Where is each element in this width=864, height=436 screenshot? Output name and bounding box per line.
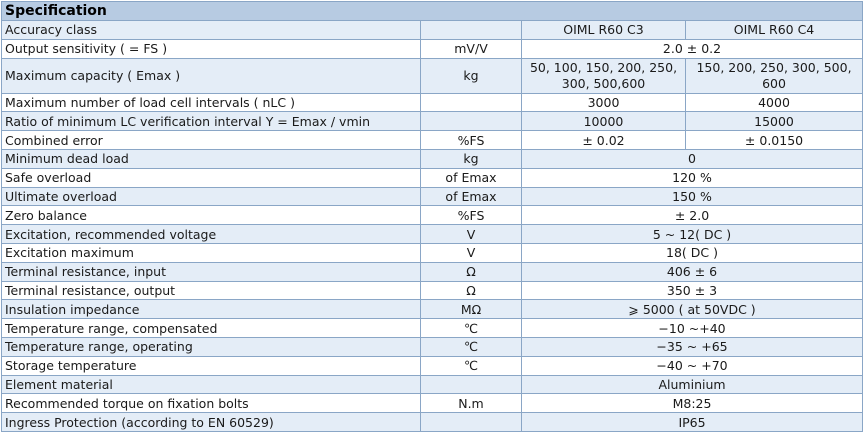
- table-row: [2, 93, 863, 112]
- param-label: Combined error: [2, 131, 421, 150]
- param-value-c4: 150, 200, 250, 300, 500, 600: [686, 58, 863, 93]
- param-label: Storage temperature: [2, 356, 421, 375]
- param-value-c4: 4000: [686, 93, 863, 112]
- param-unit: Ω: [421, 262, 522, 281]
- param-value: 0: [522, 149, 863, 168]
- param-label: Accuracy class: [2, 21, 421, 40]
- param-label: Safe overload: [2, 168, 421, 187]
- param-value: 5 ~ 12( DC ): [522, 225, 863, 244]
- param-label: Excitation, recommended voltage: [2, 225, 421, 244]
- table-row: [2, 262, 863, 281]
- param-label: Maximum capacity ( Emax ): [2, 58, 421, 93]
- param-unit: of Emax: [421, 168, 522, 187]
- param-value: −40 ~ +70: [522, 356, 863, 375]
- param-label: Ingress Protection (according to EN 60529): [2, 413, 421, 432]
- param-value-c4: OIML R60 C4: [686, 21, 863, 40]
- table-row: [2, 58, 863, 93]
- table-row: [2, 131, 863, 150]
- table-row: [2, 225, 863, 244]
- param-label: Output sensitivity ( = FS ): [2, 39, 421, 58]
- param-value: M8:25: [522, 394, 863, 413]
- table-row: [2, 112, 863, 131]
- table-row: [2, 206, 863, 225]
- param-value: 18( DC ): [522, 243, 863, 262]
- param-value: 120 %: [522, 168, 863, 187]
- param-unit: of Emax: [421, 187, 522, 206]
- param-value: 150 %: [522, 187, 863, 206]
- param-unit: %FS: [421, 206, 522, 225]
- param-label: Insulation impedance: [2, 300, 421, 319]
- specification-table: [1, 1, 863, 432]
- table-row: [2, 39, 863, 58]
- param-unit: N.m: [421, 394, 522, 413]
- param-unit: kg: [421, 149, 522, 168]
- param-value-c4: ± 0.0150: [686, 131, 863, 150]
- param-unit: mV/V: [421, 39, 522, 58]
- param-value: Aluminium: [522, 375, 863, 394]
- table-row: [2, 337, 863, 356]
- param-label: Temperature range, operating: [2, 337, 421, 356]
- param-value: 350 ± 3: [522, 281, 863, 300]
- param-label: Element material: [2, 375, 421, 394]
- param-unit: [421, 112, 522, 131]
- table-row: [2, 243, 863, 262]
- table-row: [2, 149, 863, 168]
- param-unit: kg: [421, 58, 522, 93]
- table-row: [2, 168, 863, 187]
- table-title: Specification: [2, 2, 863, 21]
- param-label: Zero balance: [2, 206, 421, 225]
- table-row: [2, 375, 863, 394]
- param-unit: ℃: [421, 337, 522, 356]
- table-row: [2, 300, 863, 319]
- param-label: Terminal resistance, input: [2, 262, 421, 281]
- param-value: 2.0 ± 0.2: [522, 39, 863, 58]
- param-value-c3: ± 0.02: [522, 131, 686, 150]
- param-label: Terminal resistance, output: [2, 281, 421, 300]
- param-value: ± 2.0: [522, 206, 863, 225]
- table-row: [2, 394, 863, 413]
- table-row: [2, 21, 863, 40]
- param-value-c3: OIML R60 C3: [522, 21, 686, 40]
- param-value: ⩾ 5000 ( at 50VDC ): [522, 300, 863, 319]
- table-row: [2, 187, 863, 206]
- param-unit: [421, 413, 522, 432]
- param-label: Ratio of minimum LC verification interval Y = Emax / vmin: [2, 112, 421, 131]
- table-row: [2, 281, 863, 300]
- param-unit: MΩ: [421, 300, 522, 319]
- param-unit: [421, 21, 522, 40]
- param-value: −35 ~ +65: [522, 337, 863, 356]
- param-value-c4: 15000: [686, 112, 863, 131]
- param-label: Ultimate overload: [2, 187, 421, 206]
- param-unit: %FS: [421, 131, 522, 150]
- param-value-c3: 3000: [522, 93, 686, 112]
- param-value: 406 ± 6: [522, 262, 863, 281]
- table-row: [2, 413, 863, 432]
- param-value-c3: 10000: [522, 112, 686, 131]
- table-row: [2, 319, 863, 338]
- param-label: Maximum number of load cell intervals ( nLC ): [2, 93, 421, 112]
- param-label: Minimum dead load: [2, 149, 421, 168]
- param-value: −10 ~+40: [522, 319, 863, 338]
- param-value-c3: 50, 100, 150, 200, 250, 300, 500,600: [522, 58, 686, 93]
- table-body: [2, 21, 863, 432]
- param-value: IP65: [522, 413, 863, 432]
- param-unit: V: [421, 225, 522, 244]
- param-label: Temperature range, compensated: [2, 319, 421, 338]
- param-unit: [421, 375, 522, 394]
- param-unit: V: [421, 243, 522, 262]
- param-label: Excitation maximum: [2, 243, 421, 262]
- param-label: Recommended torque on fixation bolts: [2, 394, 421, 413]
- param-unit: ℃: [421, 356, 522, 375]
- table-row: [2, 356, 863, 375]
- param-unit: ℃: [421, 319, 522, 338]
- param-unit: [421, 93, 522, 112]
- param-unit: Ω: [421, 281, 522, 300]
